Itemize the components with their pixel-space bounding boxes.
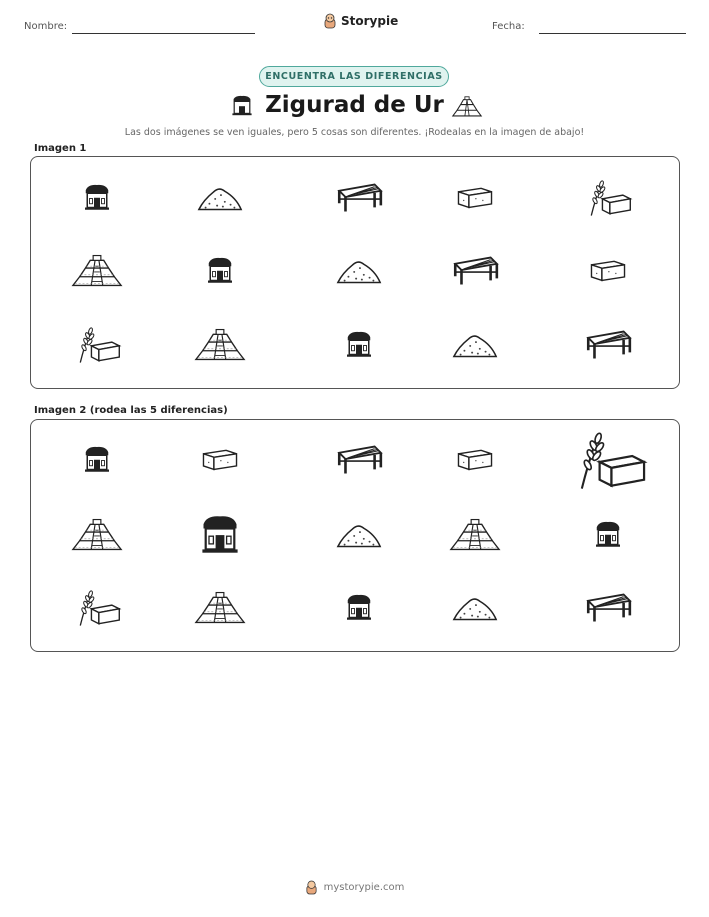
table-icon[interactable] [333, 438, 385, 480]
temple-icon [205, 248, 235, 292]
instructions: Las dos imágenes se ven iguales, pero 5 cosas son diferentes. ¡Rodealas en la imagen de abajo! [124, 127, 585, 138]
brick-icon[interactable] [200, 444, 240, 474]
image2-label: Imagen 2 (rodea las 5 diferencias) [34, 405, 228, 416]
pile-icon[interactable] [335, 517, 383, 551]
wheat-brick-icon[interactable] [567, 424, 650, 494]
badge: ENCUENTRA LAS DIFERENCIAS [259, 66, 449, 87]
footer [0, 880, 709, 895]
temple-icon [344, 322, 374, 366]
pile-icon [196, 180, 244, 214]
brand-name: Storypie [341, 14, 399, 28]
ziggurat-icon[interactable] [448, 514, 502, 554]
footer-url: mystorypie.com [323, 882, 405, 893]
temple-icon[interactable] [593, 512, 623, 556]
table-icon [582, 323, 634, 365]
name-field[interactable] [72, 33, 255, 34]
pile-icon [451, 327, 499, 361]
wheat-brick-icon [71, 322, 123, 366]
ziggurat-icon[interactable] [193, 587, 247, 627]
date-field[interactable] [539, 33, 686, 34]
storypie-mascot-icon [305, 880, 318, 895]
wheat-brick-icon[interactable] [71, 585, 123, 629]
ziggurat-icon [193, 324, 247, 364]
brand-logo [323, 13, 398, 29]
ziggurat-icon [450, 93, 484, 119]
ziggurat-icon [70, 250, 124, 290]
storypie-mascot-icon [323, 13, 337, 29]
pile-icon [335, 253, 383, 287]
table-icon [449, 249, 501, 291]
temple-icon [82, 175, 112, 219]
pile-icon[interactable] [451, 590, 499, 624]
page-title: Zigurad de Ur [265, 92, 444, 118]
brick-icon [588, 255, 628, 285]
name-label: Nombre: [24, 21, 68, 32]
table-icon[interactable] [582, 586, 634, 628]
temple-icon[interactable] [82, 437, 112, 481]
wheat-brick-icon [582, 175, 634, 219]
image1-label: Imagen 1 [34, 143, 87, 154]
brick-icon [455, 182, 495, 212]
temple-icon[interactable] [344, 585, 374, 629]
brick-icon[interactable] [455, 444, 495, 474]
temple-icon[interactable] [198, 502, 242, 566]
date-label: Fecha: [492, 21, 525, 32]
table-icon [333, 176, 385, 218]
ziggurat-icon[interactable] [70, 514, 124, 554]
